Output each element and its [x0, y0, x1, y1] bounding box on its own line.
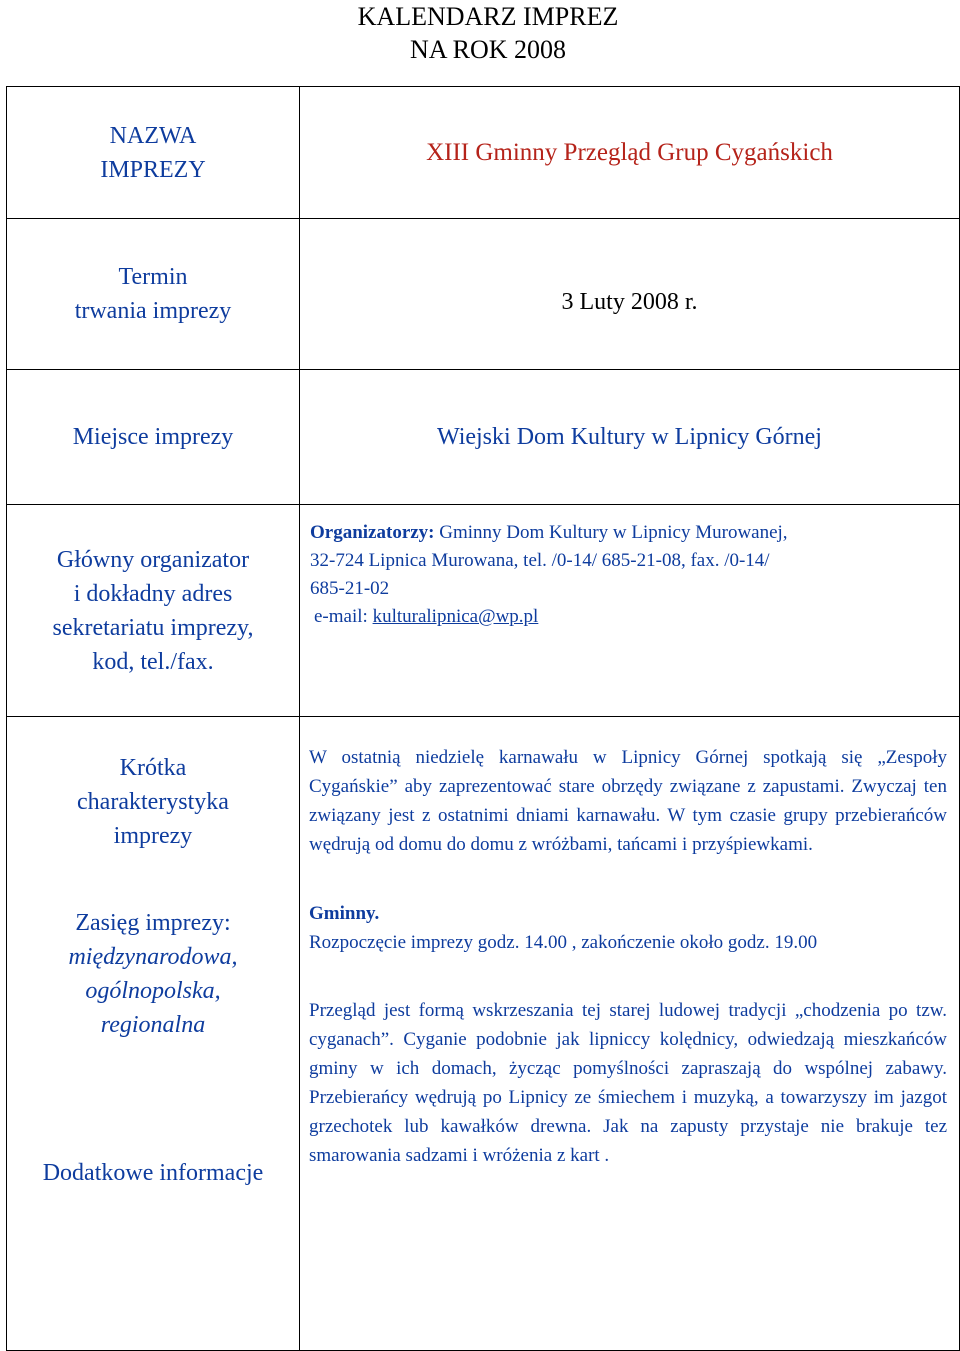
label-line: charakterystyka: [77, 789, 229, 815]
event-name-value: XIII Gminny Przegląd Grup Cygańskich: [300, 87, 960, 219]
organizer-line-2: 32-724 Lipnica Murowana, tel. /0-14/ 685-21-08, fax. /0-14/: [310, 550, 770, 571]
label-line: Główny organizator: [56, 546, 250, 573]
row-details: [7, 717, 960, 1351]
event-term-value: 3 Luty 2008 r.: [300, 219, 960, 370]
scope-option: regionalna: [100, 1012, 206, 1038]
label-line: NAZWA: [109, 122, 197, 149]
label-line: sekretariatu imprezy,: [52, 614, 254, 641]
organizer-value: [300, 505, 960, 717]
organizer-line-1: [310, 519, 951, 547]
organizer-line-3: 685-21-02: [310, 578, 390, 599]
event-place-value: Wiejski Dom Kultury w Lipnicy Górnej: [300, 370, 960, 505]
spacer: [309, 859, 947, 899]
label-line: trwania imprezy: [74, 298, 232, 324]
label-details: [7, 717, 300, 1351]
label-event-place: Miejsce imprezy: [7, 370, 300, 505]
description-text: W ostatnią niedzielę karnawału w Lipnicy Górnej spotkają się „Zespoły Cygańskie” aby zaprezentować stare obrzędy związane z zapustami. Zwyczaj ten związany jest z ostatnimi dniami karnawału. W tym czasie grupy przebierańców wędrują od domu do domu z wróżbami, tańcami i przyśpiewkami.: [309, 747, 947, 855]
scope-value: Gminny.: [309, 903, 380, 924]
label-line: i dokładny adres: [73, 580, 233, 607]
email-label: e-mail:: [314, 606, 373, 627]
spacer: [309, 957, 947, 996]
label-line: imprezy: [113, 823, 193, 849]
label-line: kod, tel./fax.: [92, 648, 214, 675]
label-line: Termin: [118, 264, 188, 290]
scope-option: międzynarodowa,: [68, 944, 238, 970]
title-line-2: NA ROK 2008: [409, 35, 566, 64]
details-value: [300, 717, 960, 1351]
organizer-bold-label: Organizatorzy:: [310, 522, 435, 543]
label-line: Zasięg imprezy:: [75, 910, 231, 936]
organizer-email-line: [310, 603, 951, 631]
scope-option: ogólnopolska,: [85, 978, 221, 1004]
label-line: Krótka: [119, 755, 187, 781]
row-event-place: [7, 370, 960, 505]
page-title: [0, 0, 960, 66]
label-scope: [7, 906, 299, 1156]
row-event-name: [7, 87, 960, 219]
event-table: [6, 86, 960, 1351]
extra-info-text: Przegląd jest formą wskrzeszania tej starej ludowej tradycji „chodzenia po tzw. cyganach”. Cyganie podobnie jak lipniccy kolędnicy, odwiedzają mieszkańców gminy w ich domach, życząc pomyślności zapraszają do wspólnej zabawy. Przebierańcy wędrują po Lipnicy ze śmiechem i muzyką, a towarzyszy im jazgot grzechotek lub kawałków drewna. Jak na zapusty przystaje nie brakuje tez smarowania sadzami i wróżenia z kart .: [309, 1000, 947, 1166]
label-extra-info: Dodatkowe informacje: [42, 1160, 264, 1186]
title-line-1: KALENDARZ IMPREZ: [357, 2, 619, 31]
label-organizer: [7, 505, 300, 717]
label-event-name: [7, 87, 300, 219]
label-event-term: [7, 219, 300, 370]
row-organizer: [7, 505, 960, 717]
row-event-term: [7, 219, 960, 370]
email-link[interactable]: kulturalipnica@wp.pl: [372, 606, 539, 627]
organizer-name: Gminny Dom Kultury w Lipnicy Murowanej,: [434, 522, 788, 543]
label-description: [7, 751, 299, 906]
hours-text: Rozpoczęcie imprezy godz. 14.00 , zakończenie około godz. 19.00: [309, 932, 818, 953]
label-line: IMPREZY: [100, 156, 206, 183]
